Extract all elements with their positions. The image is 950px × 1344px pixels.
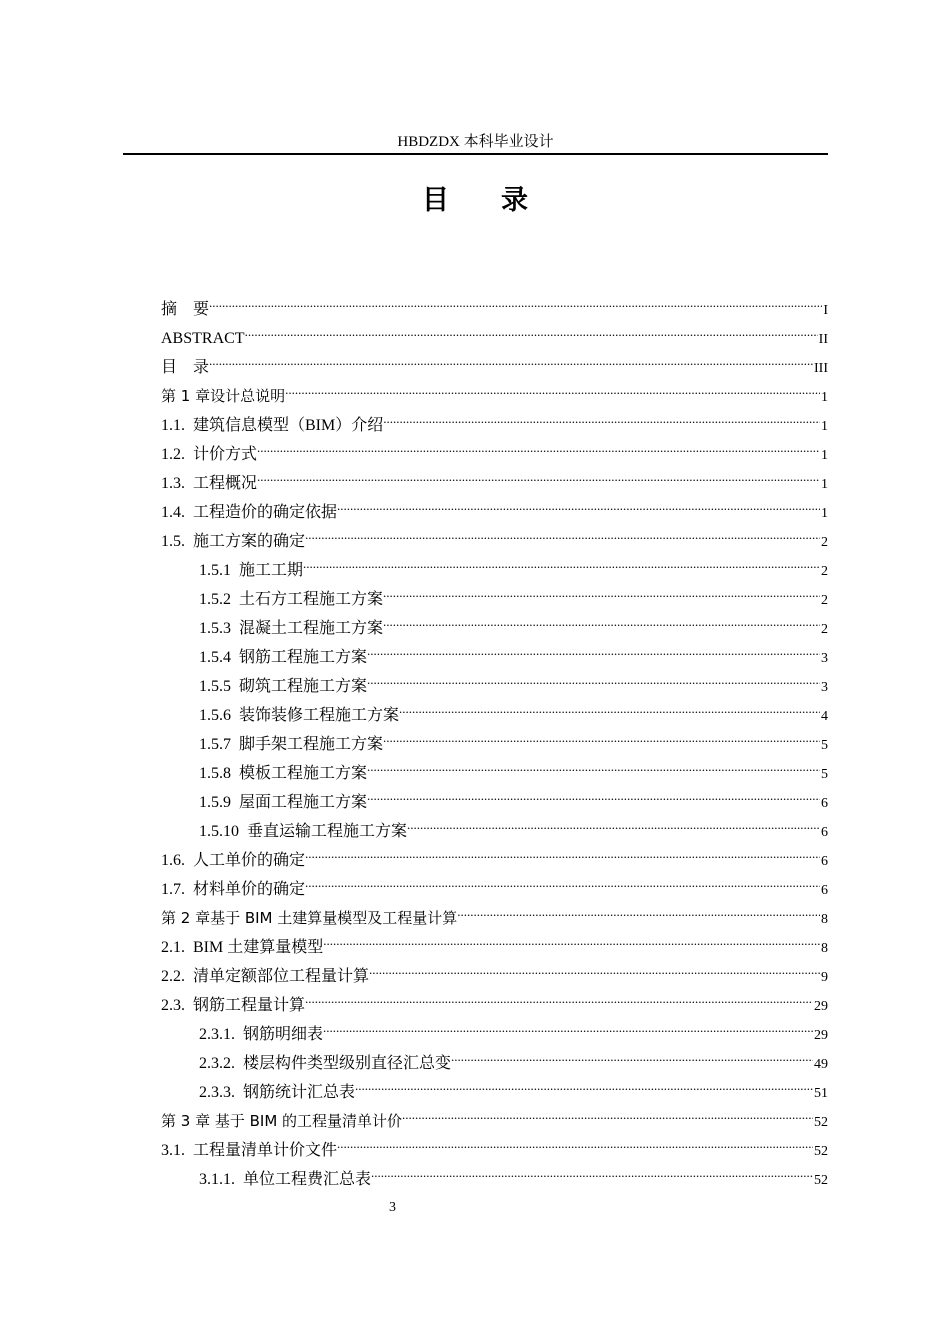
- toc-entry-text: 第 3 章 基于 BIM 的工程量清单计价: [161, 1112, 403, 1130]
- toc-entry-text: 楼层构件类型级别直径汇总变: [243, 1055, 452, 1072]
- toc-entry-number: 1.5.10: [199, 823, 239, 840]
- toc-entry-page: 1: [821, 448, 828, 463]
- running-header: HBDZDX 本科毕业设计: [397, 134, 554, 150]
- toc-entry-text: 垂直运输工程施工方案: [247, 823, 408, 840]
- toc-entry-page: 52: [814, 1144, 828, 1159]
- toc-entry-title: [161, 527, 305, 556]
- toc-entry-page: 3: [821, 651, 828, 666]
- toc-entry-text: 工程概况: [193, 475, 258, 492]
- toc-entry-text: 装饰装修工程施工方案: [239, 707, 400, 724]
- toc-entry-page: I: [823, 303, 828, 318]
- toc-entry-text: 清单定额部位工程量计算: [193, 968, 370, 985]
- toc-entry-number: 1.5.: [161, 533, 185, 550]
- dot-leader: [369, 952, 820, 981]
- toc-entry-text: BIM 土建算量模型: [193, 939, 324, 956]
- toc-entry-text: 计价方式: [193, 446, 258, 463]
- toc-entry[interactable]: [161, 430, 828, 463]
- toc-entry-number: 2.3.3.: [199, 1084, 235, 1101]
- dot-leader: [407, 807, 820, 836]
- toc-entry-text: ABSTRACT: [161, 330, 245, 347]
- toc-entry-title: [161, 933, 323, 962]
- toc-entry-text: 工程造价的确定依据: [193, 504, 338, 521]
- dot-leader: [257, 459, 820, 488]
- toc-entry-title: [199, 1165, 371, 1194]
- toc-entry-page: 52: [814, 1115, 828, 1130]
- dot-leader: [337, 488, 820, 517]
- dot-leader: [257, 430, 820, 459]
- dot-leader: [383, 604, 820, 633]
- title-char-1: 目: [422, 185, 449, 216]
- toc-entry-page: 6: [821, 825, 828, 840]
- toc-entry-number: 1.5.2: [199, 591, 231, 608]
- dot-leader: [402, 1097, 813, 1126]
- toc-entry-text: 脚手架工程施工方案: [239, 736, 384, 753]
- toc-entry-text: 目 录: [161, 359, 210, 376]
- toc-entry-title: [161, 1136, 337, 1165]
- toc-entry-title: [199, 614, 383, 643]
- toc-entry-title: [161, 991, 305, 1020]
- toc-entry-page: 5: [821, 767, 828, 782]
- toc-entry-number: 1.4.: [161, 504, 185, 521]
- dot-leader: [371, 1155, 813, 1184]
- toc-entry-text: 土石方工程施工方案: [239, 591, 384, 608]
- toc-entry-page: 1: [821, 390, 828, 405]
- toc-entry-number: 3.1.: [161, 1142, 185, 1159]
- toc-entry-title: [199, 730, 383, 759]
- toc-entry-title: [199, 585, 383, 614]
- toc-entry-text: 第 2 章基于 BIM 土建算量模型及工程量计算: [161, 909, 458, 927]
- title-char-2: 录: [501, 185, 528, 216]
- dot-leader: [209, 343, 813, 372]
- toc-entry-title: [199, 1078, 355, 1107]
- toc-entry-title: [161, 440, 257, 469]
- toc-entry-number: 1.5.8: [199, 765, 231, 782]
- toc-entry-title: [161, 295, 209, 324]
- toc-entry-page: 49: [814, 1057, 828, 1072]
- toc-entry-text: 第 1 章设计总说明: [161, 387, 286, 405]
- toc-entry-page: 29: [814, 1028, 828, 1043]
- toc-entry[interactable]: [161, 488, 828, 521]
- toc-entry-title: [199, 643, 367, 672]
- dot-leader: [323, 923, 820, 952]
- toc-entry-number: 1.5.3: [199, 620, 231, 637]
- toc-entry-title: [199, 701, 399, 730]
- page-number: 3: [389, 1200, 396, 1215]
- dot-leader: [383, 401, 820, 430]
- toc-entry-title: [199, 759, 367, 788]
- toc-entry[interactable]: [161, 314, 828, 347]
- dot-leader: [323, 1010, 813, 1039]
- toc-entry-page: 1: [821, 506, 828, 521]
- toc-entry-title: [199, 1020, 323, 1049]
- toc-entry-text: 屋面工程施工方案: [239, 794, 368, 811]
- toc-entry-page: 8: [821, 912, 828, 927]
- toc-entry-page: II: [818, 332, 828, 347]
- toc-entry-text: 钢筋工程量计算: [193, 997, 306, 1014]
- toc-entry-text: 工程量清单计价文件: [193, 1142, 338, 1159]
- toc-entry-number: 1.5.9: [199, 794, 231, 811]
- table-of-contents: [161, 285, 828, 1188]
- toc-entry-page: 3: [821, 680, 828, 695]
- toc-entry-page: 52: [814, 1173, 828, 1188]
- toc-entry-page: 5: [821, 738, 828, 753]
- toc-entry-page: 29: [814, 999, 828, 1014]
- toc-entry-text: 施工工期: [239, 562, 304, 579]
- toc-entry-number: 2.3.2.: [199, 1055, 235, 1072]
- toc-entry-page: 6: [821, 854, 828, 869]
- toc-entry-page: 51: [814, 1086, 828, 1101]
- dot-leader: [367, 633, 820, 662]
- toc-entry-page: 1: [821, 419, 828, 434]
- toc-entry-number: 1.5.5: [199, 678, 231, 695]
- toc-entry-title: [161, 469, 257, 498]
- toc-entry[interactable]: [161, 459, 828, 492]
- page-title: [0, 182, 950, 220]
- dot-leader: [245, 314, 818, 343]
- toc-entry-title: [199, 672, 367, 701]
- dot-leader: [451, 1039, 813, 1068]
- toc-entry-page: 1: [821, 477, 828, 492]
- dot-leader: [367, 749, 820, 778]
- dot-leader: [383, 575, 820, 604]
- toc-entry-text: 钢筋统计汇总表: [243, 1084, 356, 1101]
- toc-entry-text: 钢筋工程施工方案: [239, 649, 368, 666]
- dot-leader: [305, 836, 820, 865]
- toc-entry-number: 1.6.: [161, 852, 185, 869]
- toc-entry-text: 摘 要: [161, 301, 210, 318]
- toc-entry-number: 1.3.: [161, 475, 185, 492]
- toc-entry-number: 2.2.: [161, 968, 185, 985]
- toc-entry-page: 2: [821, 622, 828, 637]
- toc-entry-page: 9: [821, 970, 828, 985]
- toc-entry-number: 1.5.6: [199, 707, 231, 724]
- toc-entry-text: 人工单价的确定: [193, 852, 306, 869]
- dot-leader: [457, 894, 820, 923]
- dot-leader: [285, 372, 820, 401]
- dot-leader: [305, 981, 813, 1010]
- toc-entry-title: [161, 846, 305, 875]
- toc-entry-number: 3.1.1.: [199, 1171, 235, 1188]
- toc-entry-text: 施工方案的确定: [193, 533, 306, 550]
- toc-entry-text: 砌筑工程施工方案: [239, 678, 368, 695]
- toc-entry-text: 混凝土工程施工方案: [239, 620, 384, 637]
- dot-leader: [399, 691, 820, 720]
- toc-entry-page: 8: [821, 941, 828, 956]
- toc-entry-number: 1.7.: [161, 881, 185, 898]
- toc-entry-number: 2.3.1.: [199, 1026, 235, 1043]
- dot-leader: [337, 1126, 813, 1155]
- toc-entry-number: 2.3.: [161, 997, 185, 1014]
- toc-entry[interactable]: [161, 343, 828, 376]
- toc-entry-text: 钢筋明细表: [243, 1026, 324, 1043]
- dot-leader: [367, 662, 820, 691]
- toc-entry-number: 1.5.7: [199, 736, 231, 753]
- toc-entry-title: [199, 788, 367, 817]
- toc-entry-title: [161, 353, 209, 382]
- toc-entry-number: 2.1.: [161, 939, 185, 956]
- toc-entry-title: [161, 875, 305, 904]
- toc-entry[interactable]: [161, 372, 828, 405]
- dot-leader: [367, 778, 820, 807]
- toc-entry-page: 6: [821, 883, 828, 898]
- toc-entry-page: 2: [821, 593, 828, 608]
- toc-entry-page: III: [814, 361, 828, 376]
- toc-entry-number: 1.5.1: [199, 562, 231, 579]
- toc-entry-text: 模板工程施工方案: [239, 765, 368, 782]
- dot-leader: [305, 517, 820, 546]
- toc-entry-text: 单位工程费汇总表: [243, 1171, 372, 1188]
- toc-entry-page: 6: [821, 796, 828, 811]
- toc-entry[interactable]: [161, 285, 828, 318]
- dot-leader: [383, 720, 820, 749]
- toc-entry-title: [161, 382, 285, 411]
- toc-entry-text: 建筑信息模型（BIM）介绍: [193, 417, 384, 434]
- toc-entry-title: [199, 556, 303, 585]
- toc-entry-text: 材料单价的确定: [193, 881, 306, 898]
- toc-entry-number: 1.2.: [161, 446, 185, 463]
- dot-leader: [355, 1068, 813, 1097]
- toc-entry-number: 1.5.4: [199, 649, 231, 666]
- dot-leader: [305, 865, 820, 894]
- dot-leader: [303, 546, 820, 575]
- toc-entry-page: 2: [821, 535, 828, 550]
- toc-entry-page: 4: [821, 709, 828, 724]
- header-rule: [123, 153, 828, 155]
- toc-entry-number: 1.1.: [161, 417, 185, 434]
- dot-leader: [209, 285, 822, 314]
- toc-entry-page: 2: [821, 564, 828, 579]
